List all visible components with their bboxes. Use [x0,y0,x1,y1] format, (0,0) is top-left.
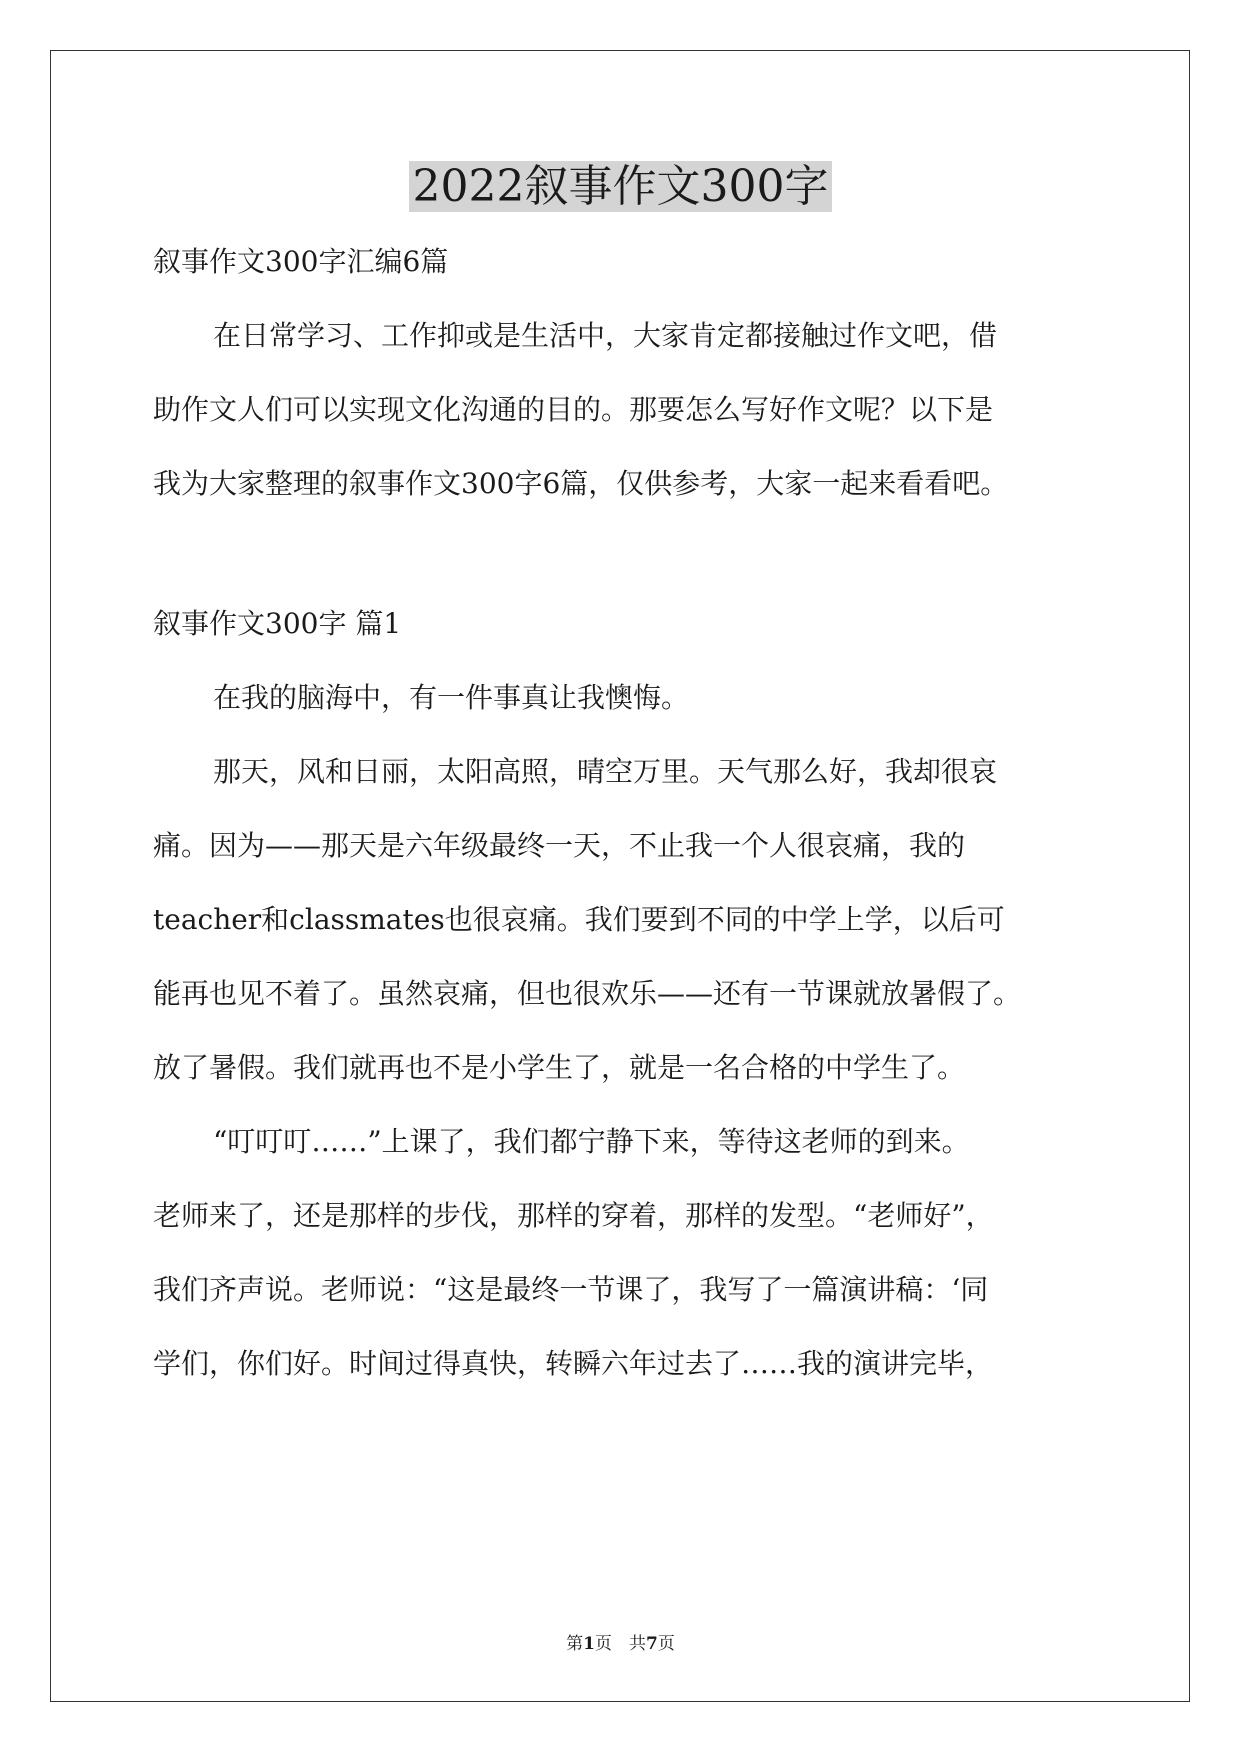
document-title [0,158,1241,216]
footer-page-number: 1 [583,1634,595,1654]
body-line: 我们齐声说。老师说：“这是最终一节课了，我写了一篇演讲稿：‘同 [153,1273,989,1306]
section-heading: 叙事作文300字 篇1 [153,607,402,640]
page-border [50,50,1190,1702]
body-line: “叮叮叮……”上课了，我们都宁静下来，等待这老师的到来。 [213,1125,970,1158]
body-line: teacher和classmates也很哀痛。我们要到不同的中学上学，以后可 [153,903,1005,936]
footer-suffix: 页 [657,1634,675,1654]
intro-line: 我为大家整理的叙事作文300字6篇，仅供参考，大家一起来看看吧。 [153,467,1009,500]
body-line: 那天，风和日丽，太阳高照，晴空万里。天气那么好，我却很哀 [213,755,998,788]
page-footer [0,1632,1241,1656]
body-line: 痛。因为——那天是六年级最终一天，不止我一个人很哀痛，我的 [153,829,966,862]
body-line: 能再也见不着了。虽然哀痛，但也很欢乐——还有一节课就放暑假了。 [153,977,1022,1010]
document-subtitle: 叙事作文300字汇编6篇 [153,245,449,278]
document-title-text: 2022叙事作文300字 [409,161,833,212]
body-line: 老师来了，还是那样的步伐，那样的穿着，那样的发型。“老师好”， [153,1199,994,1232]
footer-middle: 页 共 [595,1634,646,1654]
body-line: 放了暑假。我们就再也不是小学生了，就是一名合格的中学生了。 [153,1051,966,1084]
footer-prefix: 第 [566,1634,584,1654]
body-line: 在我的脑海中，有一件事真让我懊悔。 [213,681,690,714]
intro-line: 在日常学习、工作抑或是生活中，大家肯定都接触过作文吧，借 [213,319,998,352]
body-line: 学们，你们好。时间过得真快，转瞬六年过去了……我的演讲完毕， [153,1347,994,1380]
intro-line: 助作文人们可以实现文化沟通的目的。那要怎么写好作文呢？以下是 [153,393,994,426]
footer-total-pages: 7 [646,1634,658,1654]
